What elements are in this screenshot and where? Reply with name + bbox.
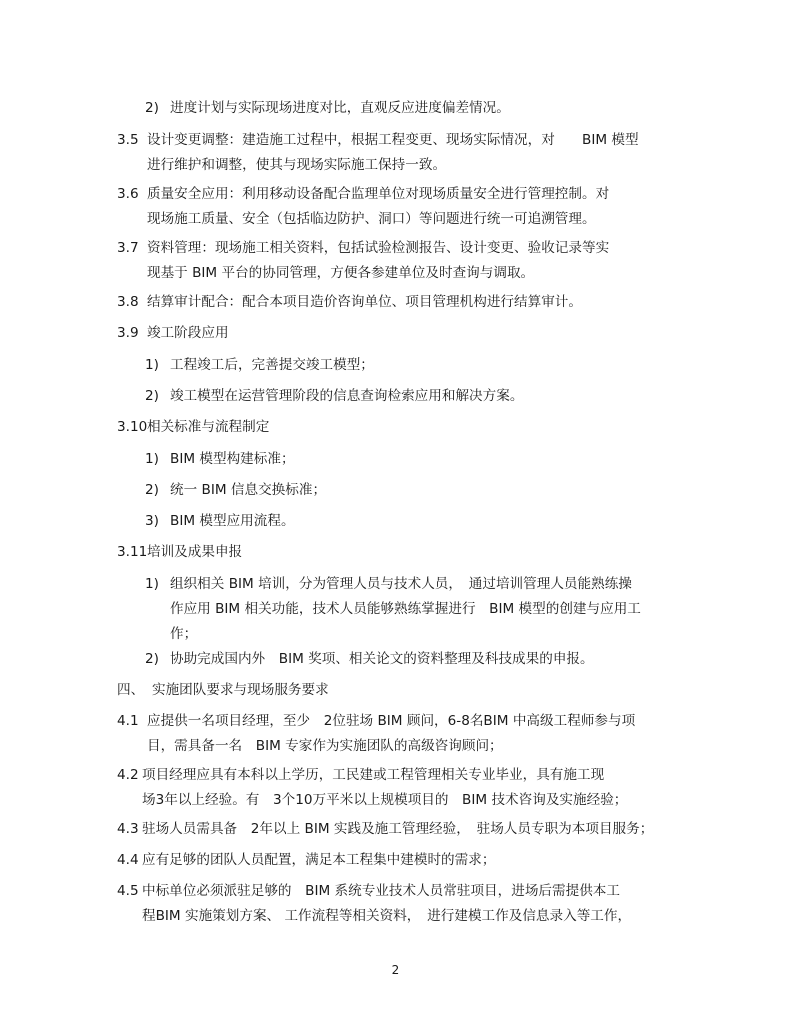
item-text: 组织相关 BIM 培训，分为管理人员与技术人员， 通过培训管理人员能熟练操: [170, 576, 632, 592]
item-text: 驻场人员需具备 2年以上 BIM 实践及施工管理经验， 驻场人员专职为本项目服务；: [142, 821, 654, 837]
item-number: 3.6: [117, 186, 139, 202]
section-3-8: [0, 292, 791, 312]
item-number: 2): [145, 651, 159, 667]
item-text: 资料管理：现场施工相关资料，包括试验检测报告、设计变更、验收记录等实: [147, 240, 610, 256]
list-item: [0, 480, 791, 500]
list-item: [0, 386, 791, 406]
item-text: 协助完成国内外 BIM 奖项、相关论文的资料整理及科技成果的申报。: [170, 651, 594, 667]
section-4-3: [0, 819, 791, 839]
item-number: 3.11: [117, 544, 148, 560]
item-text: 现场施工质量、安全（包括临边防护、洞口）等问题进行统一可追溯管理。: [147, 211, 596, 227]
item-number: 3.8: [117, 294, 139, 310]
item-text: 项目经理应具有本科以上学历，工民建或工程管理相关专业毕业，具有施工现: [142, 767, 605, 783]
item-text: 作；: [170, 626, 198, 642]
list-item: [0, 574, 791, 644]
item-number: 1): [145, 357, 159, 373]
item-text: 中标单位必须派驻足够的 BIM 系统专业技术人员常驻项目，进场后需提供本工: [142, 883, 620, 899]
item-text: 竣工模型在运营管理阶段的信息查询检索应用和解决方案。: [170, 388, 524, 404]
item-text: 进行维护和调整，使其与现场实际施工保持一致。: [147, 157, 447, 173]
item-text: 目，需具备一名 BIM 专家作为实施团队的高级咨询顾问；: [147, 738, 503, 754]
item-number: 4.4: [117, 852, 139, 868]
item-text: 进度计划与实际现场进度对比，直观反应进度偏差情况。: [170, 100, 510, 116]
item-number: 2): [145, 388, 159, 404]
chapter-4-heading: [0, 680, 791, 700]
section-3-5: [0, 130, 791, 175]
item-text: 相关标准与流程制定: [147, 419, 270, 435]
item-number: 2): [145, 100, 159, 116]
section-3-10: [0, 417, 791, 437]
list-item: [0, 511, 791, 531]
item-text: 质量安全应用：利用移动设备配合监理单位对现场质量安全进行管理控制。对: [147, 186, 610, 202]
item-number: 3): [145, 513, 159, 529]
item-text: 程BIM 实施策划方案、 工作流程等相关资料， 进行建模工作及信息录入等工作，: [142, 908, 632, 924]
list-item: [0, 355, 791, 375]
item-text: 场3年以上经验。有 3个10万平米以上规模项目的 BIM 技术咨询及实施经验；: [142, 792, 628, 808]
list-item: [0, 98, 791, 118]
list-item: [0, 649, 791, 669]
section-3-11: [0, 542, 791, 562]
item-text: 统一 BIM 信息交换标准；: [170, 482, 327, 498]
item-text: 结算审计配合：配合本项目造价咨询单位、项目管理机构进行结算审计。: [147, 294, 582, 310]
section-3-9: [0, 323, 791, 343]
section-3-6: [0, 184, 791, 229]
item-text: BIM 模型应用流程。: [170, 513, 295, 529]
item-text: 应提供一名项目经理，至少 2位驻场 BIM 顾问，6-8名BIM 中高级工程师参与项: [147, 713, 636, 729]
item-number: 4.5: [117, 883, 139, 899]
item-text: 培训及成果申报: [147, 544, 243, 560]
item-number: 4.1: [117, 713, 139, 729]
item-text: 现基于 BIM 平台的协同管理，方便各参建单位及时查询与调取。: [147, 265, 535, 281]
item-number: 3.9: [117, 325, 139, 341]
item-text: BIM 模型构建标准；: [170, 451, 295, 467]
section-3-7: [0, 238, 791, 283]
item-text: 设计变更调整：建造施工过程中，根据工程变更、现场实际情况，对 BIM 模型: [147, 132, 639, 148]
item-number: 1): [145, 576, 159, 592]
item-text: 作应用 BIM 相关功能，技术人员能够熟练掌握进行 BIM 模型的创建与应用工: [170, 601, 641, 617]
section-4-5: [0, 881, 791, 926]
item-number: 3.7: [117, 240, 139, 256]
item-text: 应有足够的团队人员配置，满足本工程集中建模时的需求；: [142, 852, 496, 868]
list-item: [0, 449, 791, 469]
section-4-2: [0, 765, 791, 810]
item-text: 实施团队要求与现场服务要求: [152, 682, 329, 698]
section-4-4: [0, 850, 791, 870]
item-number: 2): [145, 482, 159, 498]
item-text: 工程竣工后，完善提交竣工模型；: [170, 357, 374, 373]
item-number: 4.2: [117, 767, 139, 783]
page-number: 2: [391, 963, 400, 977]
item-number: 3.5: [117, 132, 139, 148]
item-text: 竣工阶段应用: [147, 325, 229, 341]
section-4-1: [0, 711, 791, 756]
item-number: 四、: [117, 682, 145, 698]
item-number: 4.3: [117, 821, 139, 837]
item-number: 1): [145, 451, 159, 467]
item-number: 3.10: [117, 419, 148, 435]
